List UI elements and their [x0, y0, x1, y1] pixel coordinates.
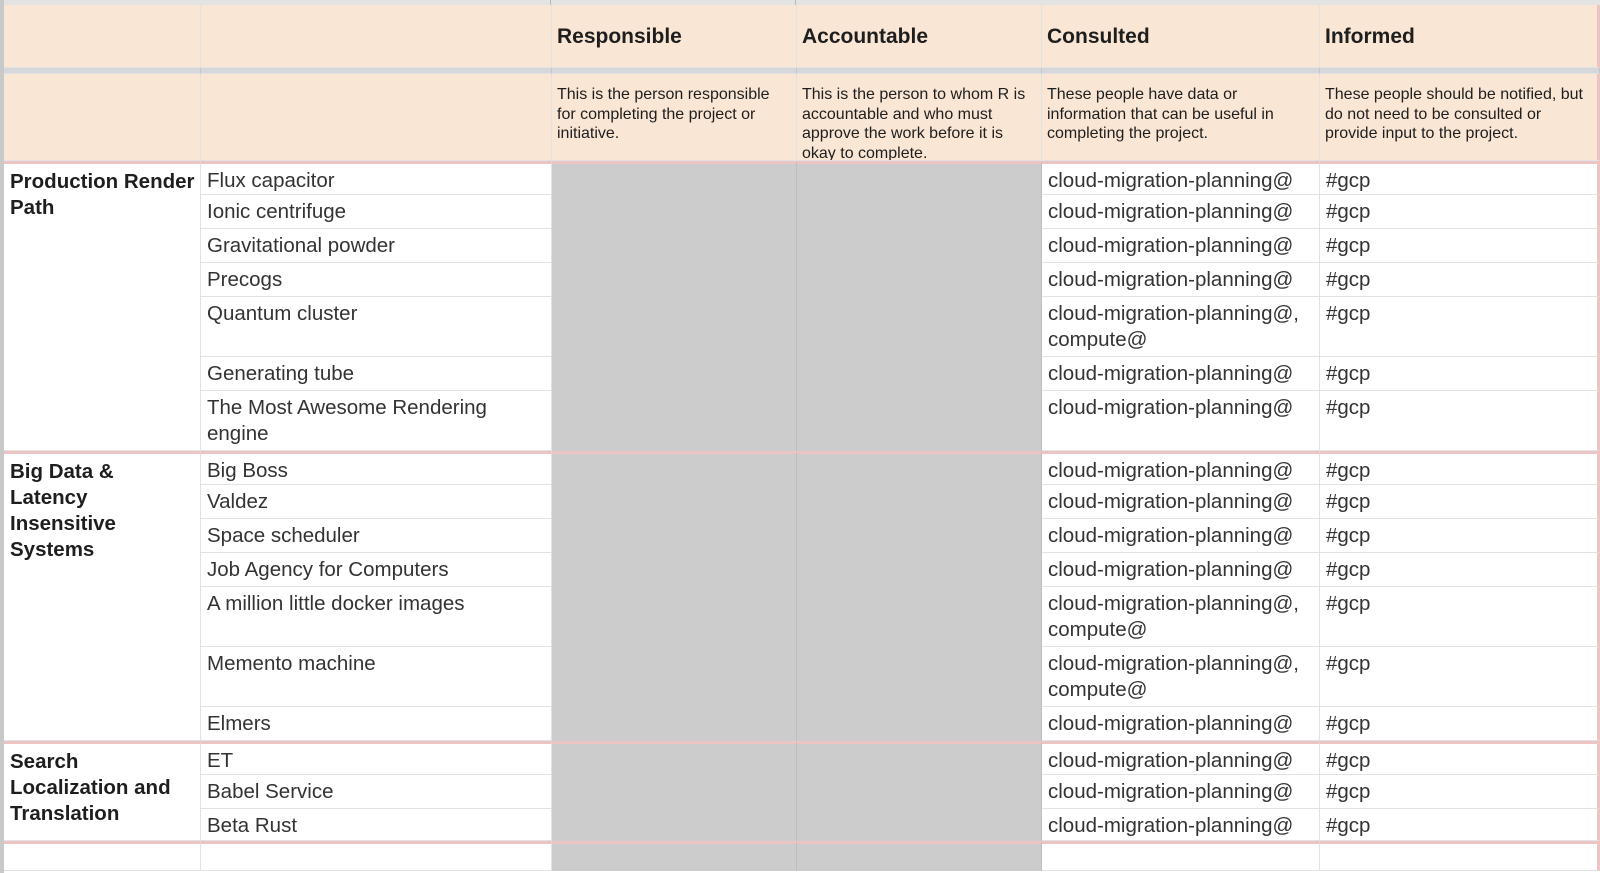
informed-cell[interactable]: #gcp — [1320, 519, 1600, 553]
accountable-cell[interactable] — [797, 229, 1042, 263]
responsible-cell[interactable] — [552, 553, 797, 587]
accountable-cell[interactable] — [797, 553, 1042, 587]
description-informed[interactable]: These people should be notified, but do not need to be consulted or provide input to the project. — [1320, 74, 1600, 161]
informed-cell[interactable]: #gcp — [1320, 391, 1600, 451]
accountable-cell[interactable] — [797, 485, 1042, 519]
empty-cell[interactable] — [201, 841, 552, 871]
consulted-cell[interactable]: cloud-migration-planning@ — [1042, 775, 1320, 809]
informed-cell[interactable]: #gcp — [1320, 809, 1600, 841]
consulted-cell[interactable]: cloud-migration-planning@, compute@ — [1042, 297, 1320, 357]
empty-cell[interactable] — [4, 841, 201, 871]
description-accountable[interactable]: This is the person to whom R is accountable and who must approve the work before it is okay to complete. — [797, 74, 1042, 161]
consulted-cell[interactable]: cloud-migration-planning@ — [1042, 263, 1320, 297]
responsible-cell[interactable] — [552, 195, 797, 229]
accountable-cell[interactable] — [797, 587, 1042, 647]
accountable-cell[interactable] — [797, 809, 1042, 841]
informed-cell[interactable]: #gcp — [1320, 297, 1600, 357]
system-name-cell[interactable]: Memento machine — [201, 647, 552, 707]
accountable-cell[interactable] — [797, 391, 1042, 451]
responsible-cell[interactable] — [552, 263, 797, 297]
informed-cell[interactable]: #gcp — [1320, 229, 1600, 263]
accountable-cell[interactable] — [797, 775, 1042, 809]
system-name-cell[interactable]: Space scheduler — [201, 519, 552, 553]
description-cell-empty[interactable] — [201, 74, 552, 161]
header-cell-empty[interactable] — [4, 5, 201, 68]
responsible-cell[interactable] — [552, 161, 797, 195]
responsible-cell[interactable] — [552, 647, 797, 707]
consulted-cell[interactable]: cloud-migration-planning@ — [1042, 707, 1320, 741]
system-name-cell[interactable]: Valdez — [201, 485, 552, 519]
accountable-cell[interactable] — [797, 297, 1042, 357]
informed-cell[interactable]: #gcp — [1320, 707, 1600, 741]
accountable-cell[interactable] — [797, 195, 1042, 229]
description-consulted[interactable]: These people have data or information that can be useful in completing the project. — [1042, 74, 1320, 161]
responsible-cell[interactable] — [552, 809, 797, 841]
accountable-cell[interactable] — [797, 741, 1042, 775]
system-name-cell[interactable]: Generating tube — [201, 357, 552, 391]
header-responsible[interactable]: Responsible — [552, 5, 797, 68]
system-name-cell[interactable]: Gravitational powder — [201, 229, 552, 263]
consulted-cell[interactable]: cloud-migration-planning@ — [1042, 553, 1320, 587]
system-name-cell[interactable]: A million little docker images — [201, 587, 552, 647]
category-cell[interactable]: Big Data & Latency Insensitive Systems — [4, 451, 201, 741]
responsible-cell[interactable] — [552, 357, 797, 391]
accountable-cell[interactable] — [797, 263, 1042, 297]
informed-cell[interactable]: #gcp — [1320, 775, 1600, 809]
informed-cell[interactable]: #gcp — [1320, 553, 1600, 587]
informed-cell[interactable]: #gcp — [1320, 647, 1600, 707]
consulted-cell[interactable]: cloud-migration-planning@, compute@ — [1042, 587, 1320, 647]
consulted-cell[interactable]: cloud-migration-planning@ — [1042, 519, 1320, 553]
header-cell-empty[interactable] — [201, 5, 552, 68]
system-name-cell[interactable]: The Most Awesome Rendering engine — [201, 391, 552, 451]
header-accountable[interactable]: Accountable — [797, 5, 1042, 68]
consulted-cell[interactable]: cloud-migration-planning@, compute@ — [1042, 647, 1320, 707]
consulted-cell[interactable]: cloud-migration-planning@ — [1042, 161, 1320, 195]
informed-cell[interactable]: #gcp — [1320, 161, 1600, 195]
informed-cell[interactable]: #gcp — [1320, 587, 1600, 647]
responsible-cell[interactable] — [552, 451, 797, 485]
informed-cell[interactable]: #gcp — [1320, 451, 1600, 485]
category-cell[interactable]: Search Localization and Translation — [4, 741, 201, 841]
consulted-cell[interactable]: cloud-migration-planning@ — [1042, 391, 1320, 451]
responsible-cell[interactable] — [552, 587, 797, 647]
system-name-cell[interactable]: Quantum cluster — [201, 297, 552, 357]
accountable-cell[interactable] — [797, 647, 1042, 707]
responsible-cell[interactable] — [552, 297, 797, 357]
system-name-cell[interactable]: Job Agency for Computers — [201, 553, 552, 587]
informed-cell[interactable]: #gcp — [1320, 485, 1600, 519]
responsible-cell[interactable] — [552, 519, 797, 553]
consulted-cell[interactable]: cloud-migration-planning@ — [1042, 485, 1320, 519]
system-name-cell[interactable]: Ionic centrifuge — [201, 195, 552, 229]
empty-cell[interactable] — [1042, 841, 1320, 871]
raci-spreadsheet — [4, 5, 1600, 871]
system-name-cell[interactable]: Flux capacitor — [201, 161, 552, 195]
system-name-cell[interactable]: ET — [201, 741, 552, 775]
informed-cell[interactable]: #gcp — [1320, 741, 1600, 775]
system-name-cell[interactable]: Babel Service — [201, 775, 552, 809]
header-consulted[interactable]: Consulted — [1042, 5, 1320, 68]
empty-cell[interactable] — [1320, 841, 1600, 871]
responsible-cell[interactable] — [552, 741, 797, 775]
consulted-cell[interactable]: cloud-migration-planning@ — [1042, 741, 1320, 775]
description-cell-empty[interactable] — [4, 74, 201, 161]
informed-cell[interactable]: #gcp — [1320, 195, 1600, 229]
responsible-cell[interactable] — [552, 707, 797, 741]
informed-cell[interactable]: #gcp — [1320, 263, 1600, 297]
accountable-cell[interactable] — [797, 519, 1042, 553]
responsible-cell[interactable] — [552, 391, 797, 451]
empty-cell[interactable] — [552, 841, 797, 871]
system-name-cell[interactable]: Elmers — [201, 707, 552, 741]
consulted-cell[interactable]: cloud-migration-planning@ — [1042, 451, 1320, 485]
system-name-cell[interactable]: Beta Rust — [201, 809, 552, 841]
accountable-cell[interactable] — [797, 707, 1042, 741]
header-informed[interactable]: Informed — [1320, 5, 1600, 68]
consulted-cell[interactable]: cloud-migration-planning@ — [1042, 357, 1320, 391]
accountable-cell[interactable] — [797, 161, 1042, 195]
accountable-cell[interactable] — [797, 357, 1042, 391]
responsible-cell[interactable] — [552, 229, 797, 263]
description-responsible[interactable]: This is the person responsible for completing the project or initiative. — [552, 74, 797, 161]
consulted-cell[interactable]: cloud-migration-planning@ — [1042, 809, 1320, 841]
empty-cell[interactable] — [797, 841, 1042, 871]
system-name-cell[interactable]: Big Boss — [201, 451, 552, 485]
consulted-cell[interactable]: cloud-migration-planning@ — [1042, 229, 1320, 263]
responsible-cell[interactable] — [552, 485, 797, 519]
consulted-cell[interactable]: cloud-migration-planning@ — [1042, 195, 1320, 229]
accountable-cell[interactable] — [797, 451, 1042, 485]
category-cell[interactable]: Production Render Path — [4, 161, 201, 451]
informed-cell[interactable]: #gcp — [1320, 357, 1600, 391]
system-name-cell[interactable]: Precogs — [201, 263, 552, 297]
responsible-cell[interactable] — [552, 775, 797, 809]
